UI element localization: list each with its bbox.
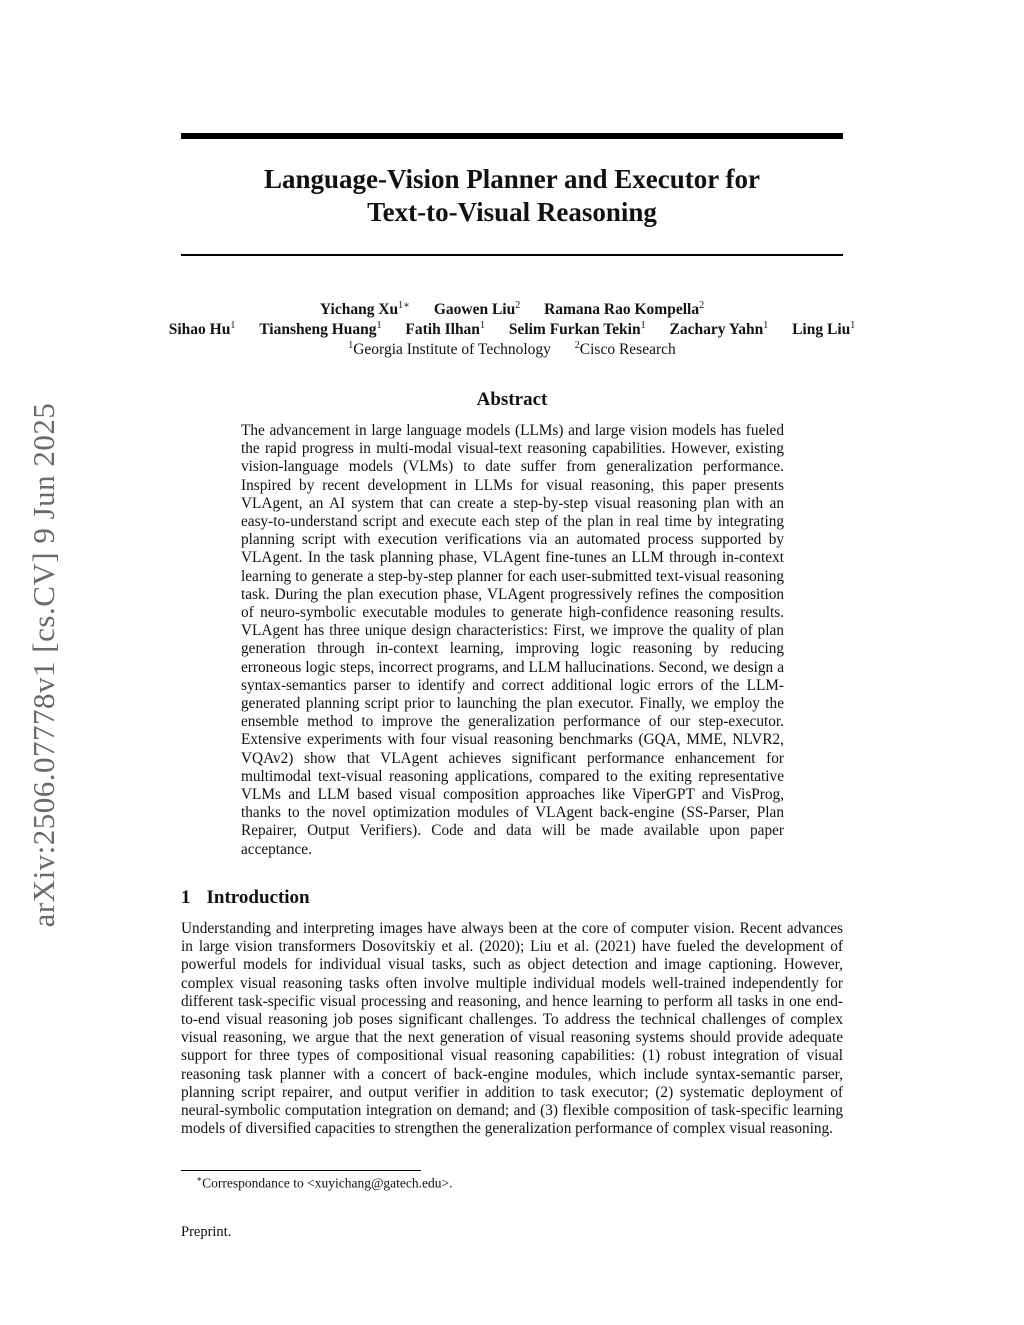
affiliations <box>181 340 843 359</box>
introduction-heading <box>181 887 310 909</box>
abstract-text: The advancement in large language models (LLMs) and large vision models has fueled the rapid progress in multi-modal visual-text reasoning capabilities. However, existing vision-language models (VLMs) to date suffer from generalization performance. Inspired by recent development in LLMs for visual reasoning, this paper presents VLAgent, an AI system that can create a step-by-step visual reasoning plan with an easy-to-understand script and execute each step of the plan in real time by integrating planning script with execution verifications via an automated process supported by VLAgent. In the task planning phase, VLAgent fine-tunes an LLM through in-context learning to generate a step-by-step planner for each user-submitted text-visual reasoning task. During the plan execution phase, VLAgent progressively refines the composition of neuro-symbolic executable modules to generate high-confidence reasoning results. VLAgent has three unique design characteristics: First, we improve the quality of plan generation through in-context learning, improving logic reasoning by reducing erroneous logic steps, incorrect programs, and LLM hallucinations. Second, we design a syntax-semantics parser to identify and correct additional logic errors of the LLM-generated planning script prior to launching the plan executor. Finally, we employ the ensemble method to improve the generalization performance of our step-executor. Extensive experiments with four visual reasoning benchmarks (GQA, MME, NLVR2, VQAv2) show that VLAgent achieves significant performance enhancement for multimodal text-visual reasoning applications, compared to the exiting representative VLMs and LLM based visual composition approaches like ViperGPT and VisProg, thanks to the novel optimization modules of VLAgent back-engine (SS-Parser, Plan Repairer, Output Verifiers). Code and data will be made available upon paper acceptance. <box>241 422 784 858</box>
section-number: 1 <box>181 887 191 908</box>
author: Ling Liu$^1$ <box>792 320 856 339</box>
author: Yichang $Xu^{1∗}$ <box>319 300 410 319</box>
affiliation: $^2$Cisco Research <box>574 340 676 359</box>
section-title: Introduction <box>206 887 310 908</box>
paper-title <box>181 163 843 229</box>
author: Tiansheng Huang$^1$ <box>259 320 382 339</box>
title-top-rule <box>181 133 843 139</box>
title-line-2: Text-to-Visual Reasoning <box>367 197 657 227</box>
footnote <box>196 1174 452 1192</box>
author: Ramana Rao Kompella$^2$ <box>544 300 705 319</box>
author: Selim Furkan Tekin$^1$ <box>508 320 646 339</box>
author: Fatih Ilhan$^1$ <box>405 320 485 339</box>
title-bottom-rule <box>181 254 843 256</box>
footnote-rule <box>181 1170 421 1171</box>
author: Gaowen Liu$^2$ <box>433 300 521 319</box>
footnote-text: Correspondance to <xuyichang@gatech.edu>. <box>202 1175 453 1191</box>
abstract-heading: Abstract <box>476 389 548 410</box>
author-row-2 <box>140 320 884 339</box>
footnote-mark: ∗ <box>196 1174 203 1184</box>
title-line-1: Language-Vision Planner and Executor for <box>263 164 761 194</box>
author: Zachary Yahn$^1$ <box>669 320 769 339</box>
preprint-label: Preprint. <box>181 1224 232 1240</box>
author-row-1 <box>140 300 884 319</box>
arxiv-stamp: arXiv:2506.07778v1 [cs.CV] 9 Jun 2025 <box>26 402 61 928</box>
affiliation: $^1$Georgia Institute of Technology <box>348 340 551 359</box>
introduction-text: Understanding and interpreting images have always been at the core of computer vision. Recent advances in large vision transformers Dosovitskiy et al. (2020); Liu et al. (2021) have fueled the development of powerful models for individual visual tasks, such as object detection and image captioning. However, complex visual reasoning tasks often involve multiple individual models well-trained independently for different task-specific visual processing and reasoning, and hence learning to perform all tasks in one end-to-end visual reasoning job poses significant challenges. To address the technical challenges of complex visual reasoning, we argue that the next generation of visual reasoning systems should provide adequate support for three types of compositional visual reasoning capabilities: (1) robust integration of visual reasoning task planner with a concert of back-engine modules, which include syntax-semantic parser, planning script repairer, and output verifier in addition to task executor; (2) systematic deployment of neural-symbolic computation integration on demand; and (3) flexible composition of task-specific learning models of diversified capacities to strengthen the generalization performance of complex visual reasoning. <box>181 920 843 1138</box>
author: Sihao Hu$^1$ <box>168 320 236 339</box>
